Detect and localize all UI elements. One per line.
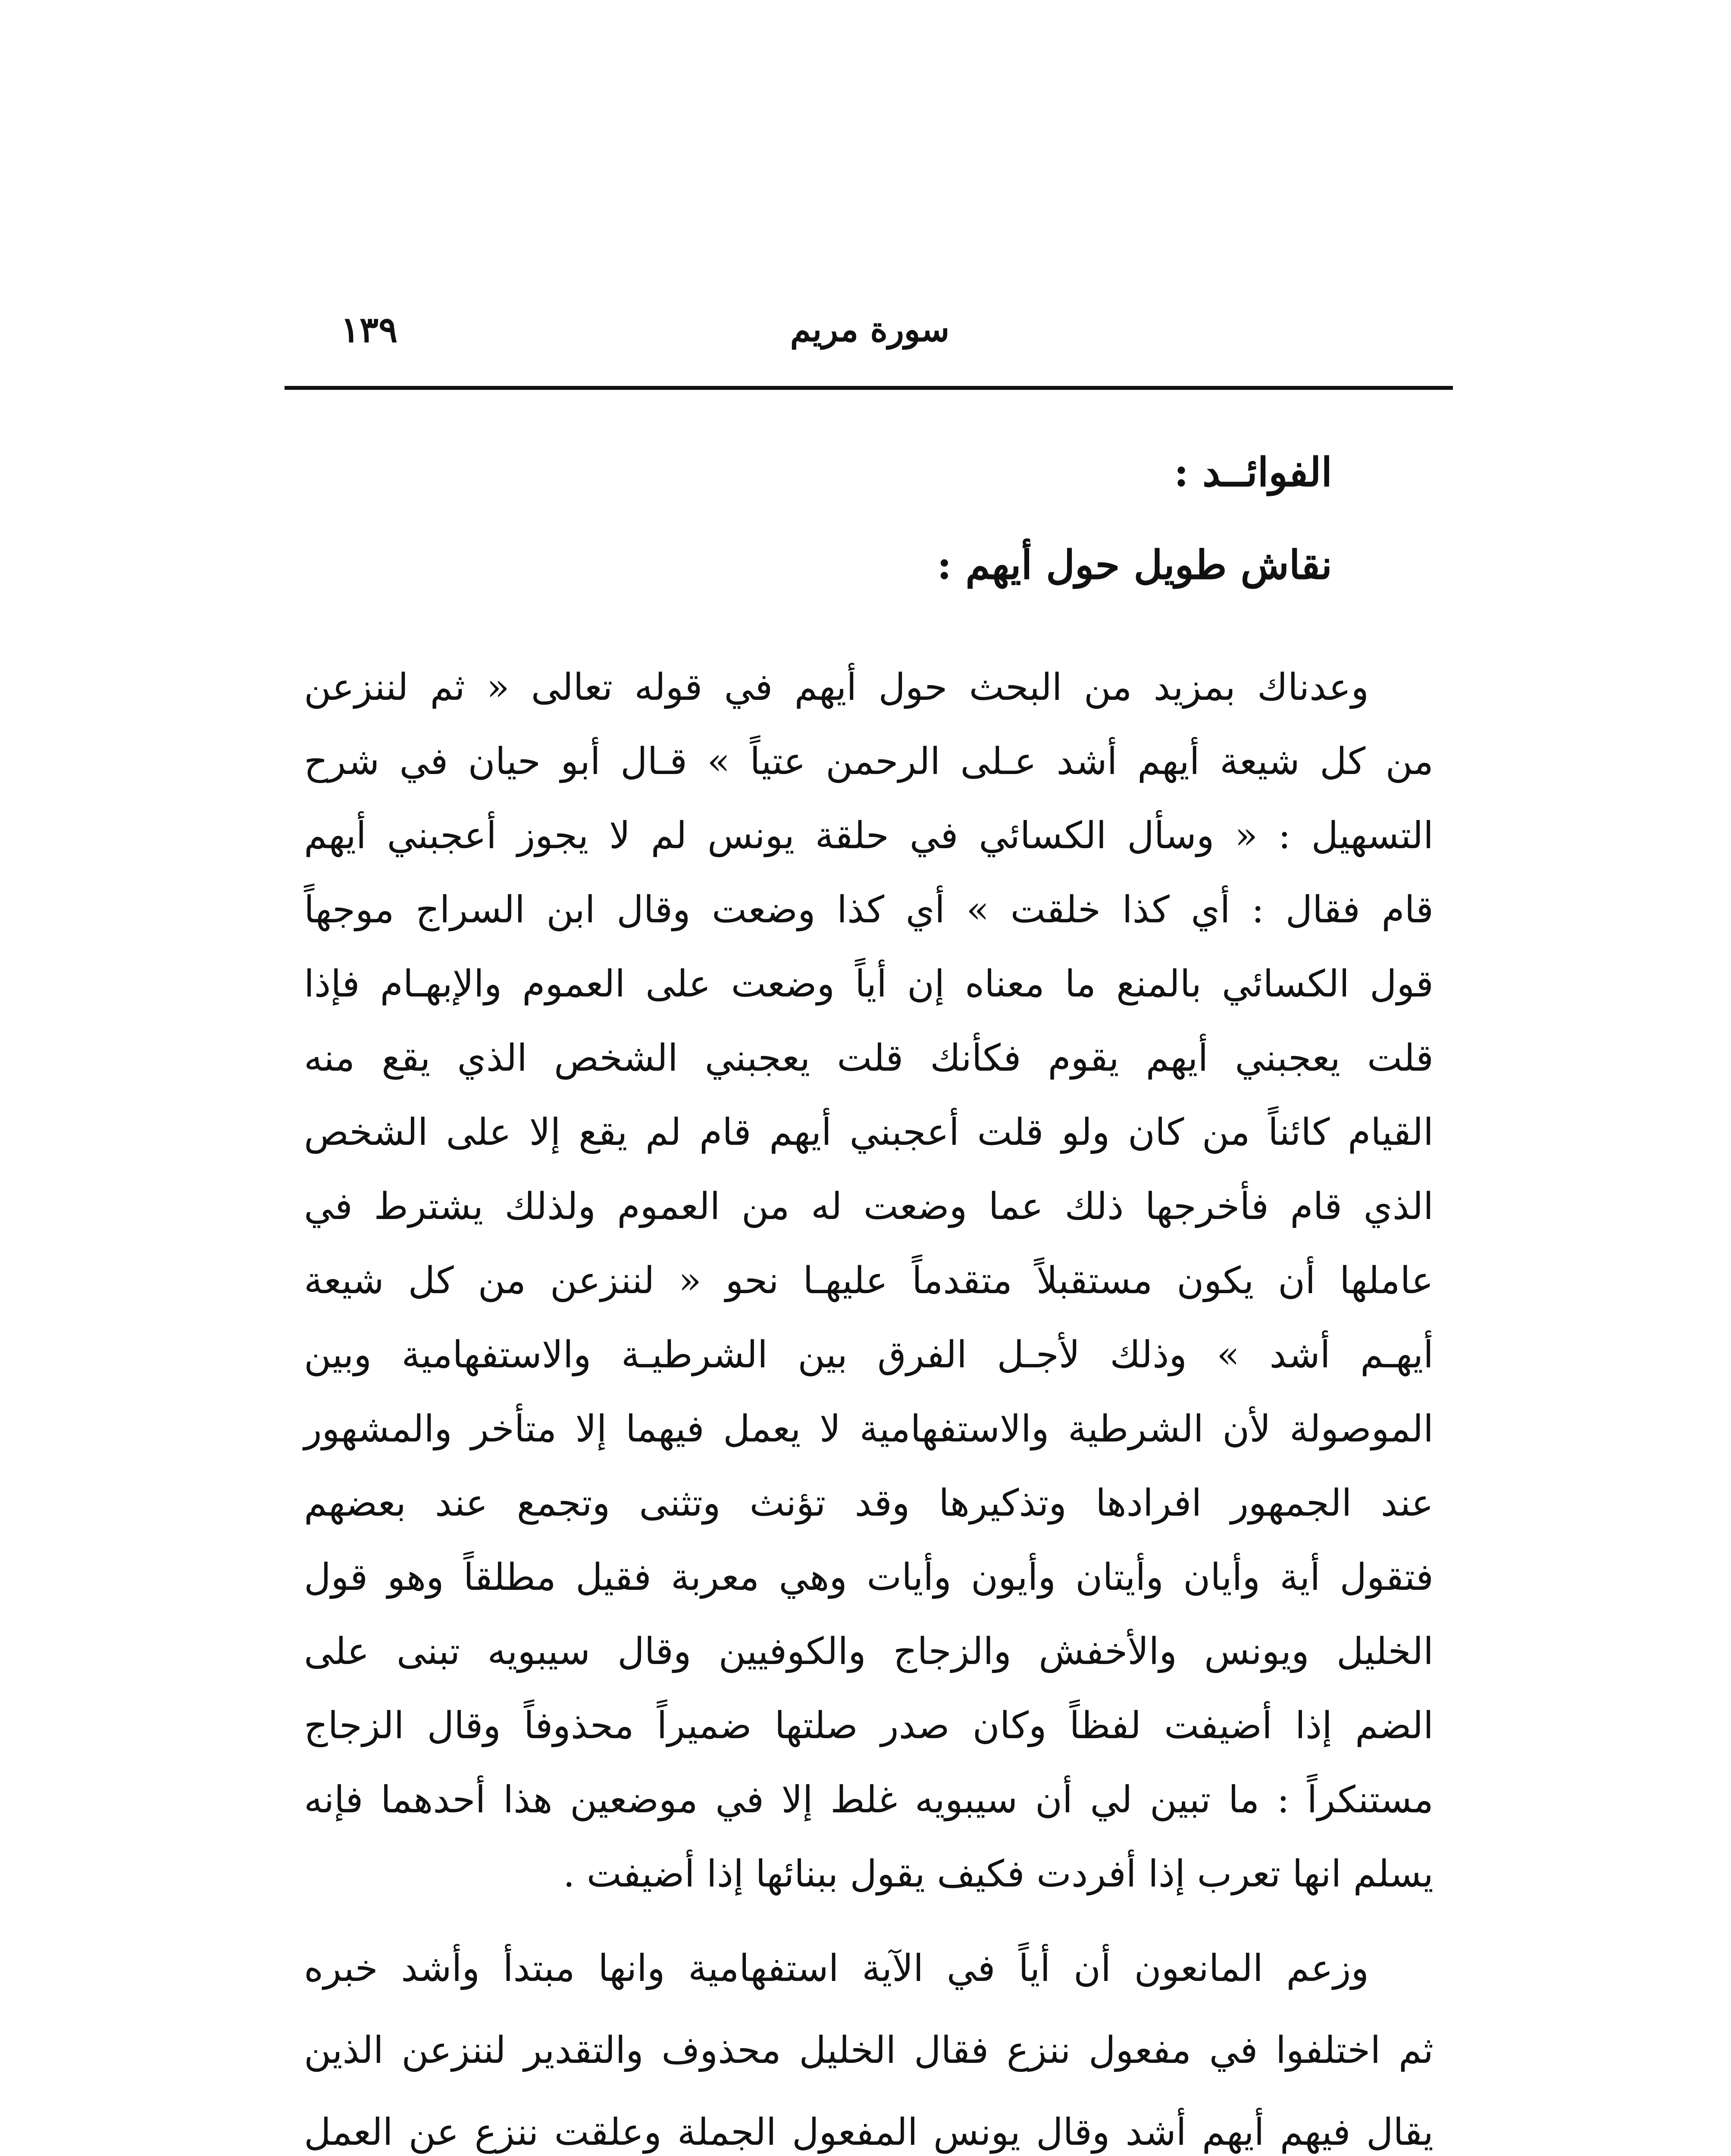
page-header [285,302,1455,358]
text-line: يقال فيهم أيهم أشد وقال يونس المفعول الجملة وعلقت ننزع عن العمل [304,2111,1434,2154]
page-number: ١٣٩ [341,309,398,351]
text-line: ثم اختلفوا في مفعول ننزع فقال الخليل محذوف والتقدير لننزعن الذين [304,2029,1434,2072]
text-line: مستنكراً : ما تبين لي أن سيبويه غلط إلا في موضعين هذا أحدهما فإنه [304,1778,1434,1821]
text-line: الموصولة لأن الشرطية والاستفهامية لا يعمل فيهما إلا متأخر والمشهور [304,1407,1434,1451]
text-line: قول الكسائي بالمنع ما معناه إن أياً وضعت على العموم والإبهـام فإذا [304,962,1434,1006]
text-line: يسلم انها تعرب إذا أفردت فكيف يقول ببنائها إذا أضيفت . [563,1852,1434,1896]
section-heading-discussion: نقاش طويل حول أيهم : [937,542,1332,588]
paragraph-1 [304,650,1434,1911]
text-line: وعدناك بمزيد من البحث حول أيهم في قوله تعالى « ثم لننزعن [304,666,1369,709]
text-line: الذي قام فأخرجها ذلك عما وضعت له من العموم ولذلك يشترط في [304,1185,1434,1228]
text-line: وزعم المانعون أن أياً في الآية استفهامية وانها مبتدأ وأشد خبره [304,1947,1369,1990]
text-line: عاملها أن يكون مستقبلاً متقدماً عليهـا نحو « لننزعن من كل شيعة [304,1259,1434,1302]
section-heading-benefits: الفوائــد : [1174,449,1332,495]
text-line: أيهـم أشد » وذلك لأجـل الفرق بين الشرطيـة والاستفهامية وبين [304,1333,1434,1376]
header-divider [285,386,1453,390]
paragraph-2 [304,1927,1434,2156]
page-title: سورة مريم [790,310,950,349]
text-line: القيام كائناً من كان ولو قلت أعجبني أيهم قام لم يقع إلا على الشخص [304,1111,1434,1154]
text-line: عند الجمهور افرادها وتذكيرها وقد تؤنث وتثنى وتجمع عند بعضهم [304,1482,1434,1525]
text-line: الضم إذا أضيفت لفظاً وكان صدر صلتها ضميراً محذوفاً وقال الزجاج [304,1704,1434,1747]
text-line: قام فقال : أي كذا خلقت » أي كذا وضعت وقال ابن السراج موجهاً [304,888,1434,931]
text-line: فتقول أية وأيان وأيتان وأيون وأيات وهي معربة فقيل مطلقاً وهو قول [304,1556,1434,1599]
text-line: الخليل ويونس والأخفش والزجاج والكوفيين وقال سيبويه تبنى على [304,1630,1434,1673]
text-line: من كل شيعة أيهم أشد عـلى الرحمن عتياً » قـال أبو حيان في شرح [304,740,1434,783]
text-line: التسهيل : « وسأل الكسائي في حلقة يونس لم لا يجوز أعجبني أيهم [304,814,1434,857]
text-line: قلت يعجبني أيهم يقوم فكأنك قلت يعجبني الشخص الذي يقع منه [304,1037,1434,1080]
